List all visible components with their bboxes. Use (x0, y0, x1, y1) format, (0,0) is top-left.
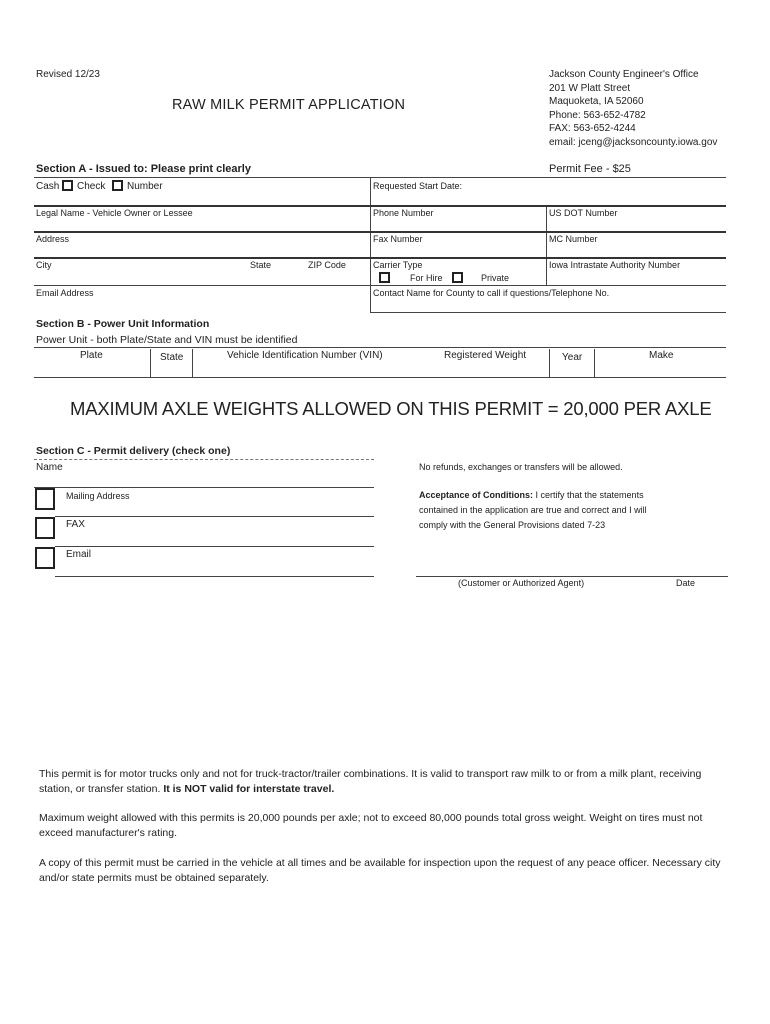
city-field[interactable]: City (36, 260, 52, 270)
column-header-year: Year (562, 352, 583, 363)
acceptance-of-conditions (419, 490, 644, 501)
section-b-heading: Section B - Power Unit Information (36, 318, 210, 330)
email-delivery-checkbox[interactable] (35, 547, 55, 569)
section-b-bottom-rule (34, 377, 726, 378)
section-a-divider (546, 206, 547, 286)
column-header-make: Make (649, 350, 674, 361)
mailing-address-checkbox[interactable] (35, 488, 55, 510)
office-line: 201 W Platt Street (549, 82, 631, 94)
row-rule (34, 285, 726, 286)
acceptance-label: Acceptance of Conditions: (419, 490, 534, 500)
section-b-top-rule (34, 347, 726, 348)
address-field[interactable]: Address (36, 234, 70, 244)
acceptance-text: comply with the General Provisions dated 7-23 (419, 520, 606, 530)
us-dot-number-field[interactable]: US DOT Number (549, 208, 618, 218)
row-rule (370, 312, 726, 313)
email-delivery-label: Email (66, 549, 92, 560)
office-line: Maquoketa, IA 52060 (549, 96, 644, 107)
requested-start-date-field[interactable]: Requested Start Date: (373, 181, 463, 191)
cash-label: Cash (36, 181, 60, 192)
office-line: Phone: 563-652-4782 (549, 109, 646, 121)
mailing-address-label: Mailing Address (66, 491, 130, 501)
section-c-heading: Section C - Permit delivery (check one) (36, 445, 231, 457)
office-line: Jackson County Engineer's Office (549, 69, 699, 80)
column-divider (594, 349, 595, 377)
section-c-rule (34, 459, 374, 460)
check-label: Check (77, 181, 106, 192)
row-rule (34, 257, 726, 259)
section-a-divider (370, 177, 371, 313)
permit-fee: Permit Fee - $25 (549, 163, 631, 175)
row-rule (34, 231, 726, 233)
section-a-top-rule (34, 177, 726, 178)
weight-limit-paragraph: Maximum weight allowed with this permits is 20,000 pounds per axle; not to exceed 80,000 pounds total gross weight. Weight on tires must not exceed manufacturer's rating. (39, 812, 703, 839)
section-b-subheading: Power Unit - both Plate/State and VIN must be identified (36, 334, 298, 346)
interstate-warning: It is NOT valid for interstate travel. (163, 783, 335, 795)
office-address-block (549, 68, 717, 149)
county-contact-field[interactable]: Contact Name for County to call if questions/Telephone No. (373, 288, 610, 298)
column-header-state: State (160, 352, 184, 363)
acceptance-text: contained in the application are true and correct and I will (419, 505, 647, 515)
column-divider (192, 349, 193, 377)
office-line: FAX: 563-652-4244 (549, 123, 636, 134)
phone-number-field[interactable]: Phone Number (373, 208, 434, 218)
state-field[interactable]: State (250, 260, 272, 270)
signature-caption: (Customer or Authorized Agent) (458, 578, 585, 588)
zip-code-field[interactable]: ZIP Code (308, 260, 346, 270)
delivery-rule (55, 546, 374, 547)
fax-delivery-label: FAX (66, 519, 85, 530)
fax-delivery-checkbox[interactable] (35, 517, 55, 539)
max-axle-weight-notice: MAXIMUM AXLE WEIGHTS ALLOWED ON THIS PERMIT = 20,000 PER AXLE (70, 398, 712, 419)
row-rule (34, 205, 726, 207)
email-address-field[interactable]: Email Address (36, 288, 94, 298)
delivery-name-field[interactable]: Name (36, 462, 63, 473)
permit-validity-paragraph (39, 767, 729, 797)
iowa-intrastate-authority-field[interactable]: Iowa Intrastate Authority Number (549, 260, 681, 270)
column-divider (549, 349, 550, 377)
cash-checkbox[interactable] (62, 180, 73, 191)
delivery-rule (55, 576, 374, 577)
for-hire-checkbox[interactable] (379, 272, 390, 283)
private-checkbox[interactable] (452, 272, 463, 283)
signature-line[interactable] (416, 576, 728, 577)
column-divider (150, 349, 151, 377)
column-header-registered-weight: Registered Weight (444, 350, 527, 361)
section-a-heading: Section A - Issued to: Please print clearly (36, 163, 251, 175)
fax-number-field[interactable]: Fax Number (373, 234, 423, 244)
column-header-plate: Plate (80, 350, 103, 361)
acceptance-text: I certify that the statements (533, 490, 644, 500)
validity-text: This permit is for motor trucks only and not for truck-tractor/trailer combinations. It is valid to transport raw milk to or from a milk plant, receiving station, or transfer station. (39, 768, 702, 795)
delivery-rule (55, 516, 374, 517)
date-caption: Date (676, 578, 696, 588)
carrier-type-label: Carrier Type (373, 260, 423, 270)
carry-permit-paragraph: A copy of this permit must be carried in the vehicle at all times and be available for inspection upon the request of any peace officer. Necessary city and/or state permits must be obtained separately. (39, 857, 721, 884)
revised-date: Revised 12/23 (36, 69, 100, 80)
legal-name-field[interactable]: Legal Name - Vehicle Owner or Lessee (36, 208, 193, 218)
for-hire-label: For Hire (410, 273, 443, 283)
private-label: Private (481, 273, 510, 283)
number-label: Number (127, 181, 163, 192)
refund-policy: No refunds, exchanges or transfers will be allowed. (419, 462, 623, 472)
mc-number-field[interactable]: MC Number (549, 234, 598, 244)
form-title: RAW MILK PERMIT APPLICATION (172, 97, 406, 113)
delivery-rule (34, 487, 374, 488)
office-line: email: jceng@jacksoncounty.iowa.gov (549, 136, 718, 148)
check-checkbox[interactable] (112, 180, 123, 191)
column-header-vin: Vehicle Identification Number (VIN) (227, 350, 383, 361)
